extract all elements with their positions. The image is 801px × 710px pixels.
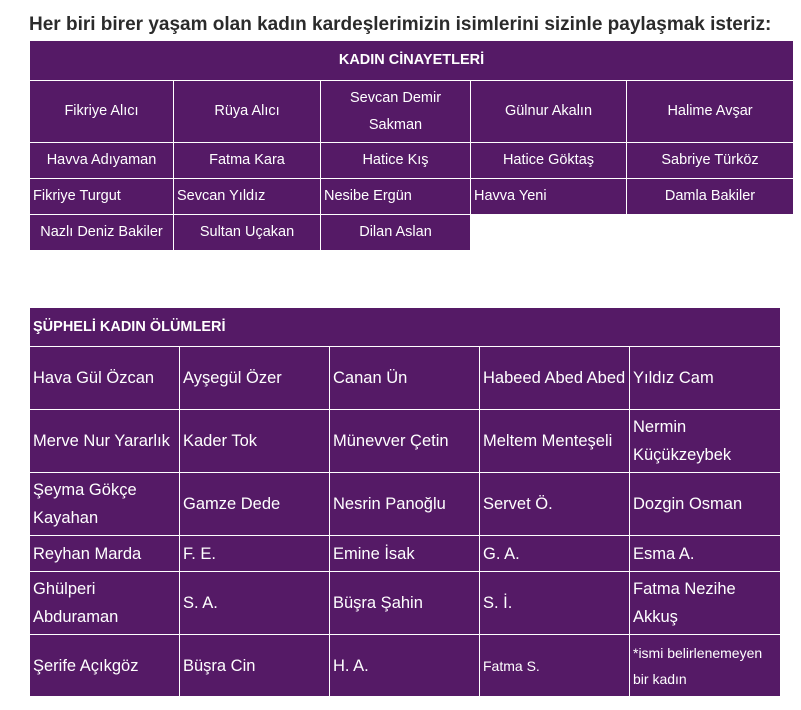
empty-cell — [627, 215, 794, 251]
name-cell: Fatma Nezihe Akkuş — [630, 572, 781, 635]
name-cell: Fatma S. — [480, 635, 630, 697]
name-cell: Sabriye Türköz — [627, 143, 794, 179]
name-cell: F. E. — [180, 536, 330, 572]
table-row — [30, 410, 781, 473]
name-cell: S. A. — [180, 572, 330, 635]
table-row — [30, 215, 794, 251]
name-cell: *ismi belirlenemeyen bir kadın — [630, 635, 781, 697]
name-cell: Nesrin Panoğlu — [330, 473, 480, 536]
name-cell: Esma A. — [630, 536, 781, 572]
table-row — [30, 347, 781, 410]
name-cell: Nermin Küçükzeybek — [630, 410, 781, 473]
name-cell: Kader Tok — [180, 410, 330, 473]
name-cell: Merve Nur Yararlık — [30, 410, 180, 473]
suspicious-title: ŞÜPHELİ KADIN ÖLÜMLERİ — [30, 308, 781, 347]
name-cell: Halime Avşar — [627, 81, 794, 143]
suspicious-deaths-table — [29, 307, 781, 697]
name-cell: Havva Yeni — [471, 179, 627, 215]
table-row — [30, 81, 794, 143]
name-cell: Havva Adıyaman — [30, 143, 174, 179]
table-row — [30, 143, 794, 179]
name-cell: Sultan Uçakan — [174, 215, 321, 251]
name-cell: G. A. — [480, 536, 630, 572]
table-title-row — [30, 41, 794, 81]
femicides-table — [29, 40, 794, 251]
name-cell: Nesibe Ergün — [321, 179, 471, 215]
name-cell: Sevcan Demir Sakman — [321, 81, 471, 143]
name-cell: Büşra Cin — [180, 635, 330, 697]
name-cell: Şerife Açıkgöz — [30, 635, 180, 697]
table-row — [30, 473, 781, 536]
name-cell: Nazlı Deniz Bakiler — [30, 215, 174, 251]
name-cell: Emine İsak — [330, 536, 480, 572]
name-cell: Ayşegül Özer — [180, 347, 330, 410]
femicides-title: KADIN CİNAYETLERİ — [30, 41, 794, 81]
name-cell: Canan Ün — [330, 347, 480, 410]
page-heading: Her biri birer yaşam olan kadın kardeşlerimizin isimlerini sizinle paylaşmak isteriz: — [29, 14, 772, 35]
name-cell: Habeed Abed Abed — [480, 347, 630, 410]
table-row — [30, 536, 781, 572]
name-cell: Damla Bakiler — [627, 179, 794, 215]
name-cell: S. İ. — [480, 572, 630, 635]
empty-cell — [471, 215, 627, 251]
table-title-row — [30, 308, 781, 347]
name-cell: Reyhan Marda — [30, 536, 180, 572]
name-cell: Hava Gül Özcan — [30, 347, 180, 410]
name-cell: Fikriye Turgut — [30, 179, 174, 215]
name-cell: Yıldız Cam — [630, 347, 781, 410]
name-cell: Gülnur Akalın — [471, 81, 627, 143]
name-cell: Servet Ö. — [480, 473, 630, 536]
name-cell: Hatice Kış — [321, 143, 471, 179]
name-cell: Büşra Şahin — [330, 572, 480, 635]
name-cell: Dilan Aslan — [321, 215, 471, 251]
name-cell: Hatice Göktaş — [471, 143, 627, 179]
name-cell: H. A. — [330, 635, 480, 697]
name-cell: Fatma Kara — [174, 143, 321, 179]
table-row — [30, 179, 794, 215]
name-cell: Rüya Alıcı — [174, 81, 321, 143]
table-row — [30, 572, 781, 635]
name-cell: Münevver Çetin — [330, 410, 480, 473]
name-cell: Şeyma Gökçe Kayahan — [30, 473, 180, 536]
name-cell: Sevcan Yıldız — [174, 179, 321, 215]
table-row — [30, 635, 781, 697]
name-cell: Ghülperi Abduraman — [30, 572, 180, 635]
name-cell: Fikriye Alıcı — [30, 81, 174, 143]
name-cell: Gamze Dede — [180, 473, 330, 536]
name-cell: Dozgin Osman — [630, 473, 781, 536]
name-cell: Meltem Menteşeli — [480, 410, 630, 473]
